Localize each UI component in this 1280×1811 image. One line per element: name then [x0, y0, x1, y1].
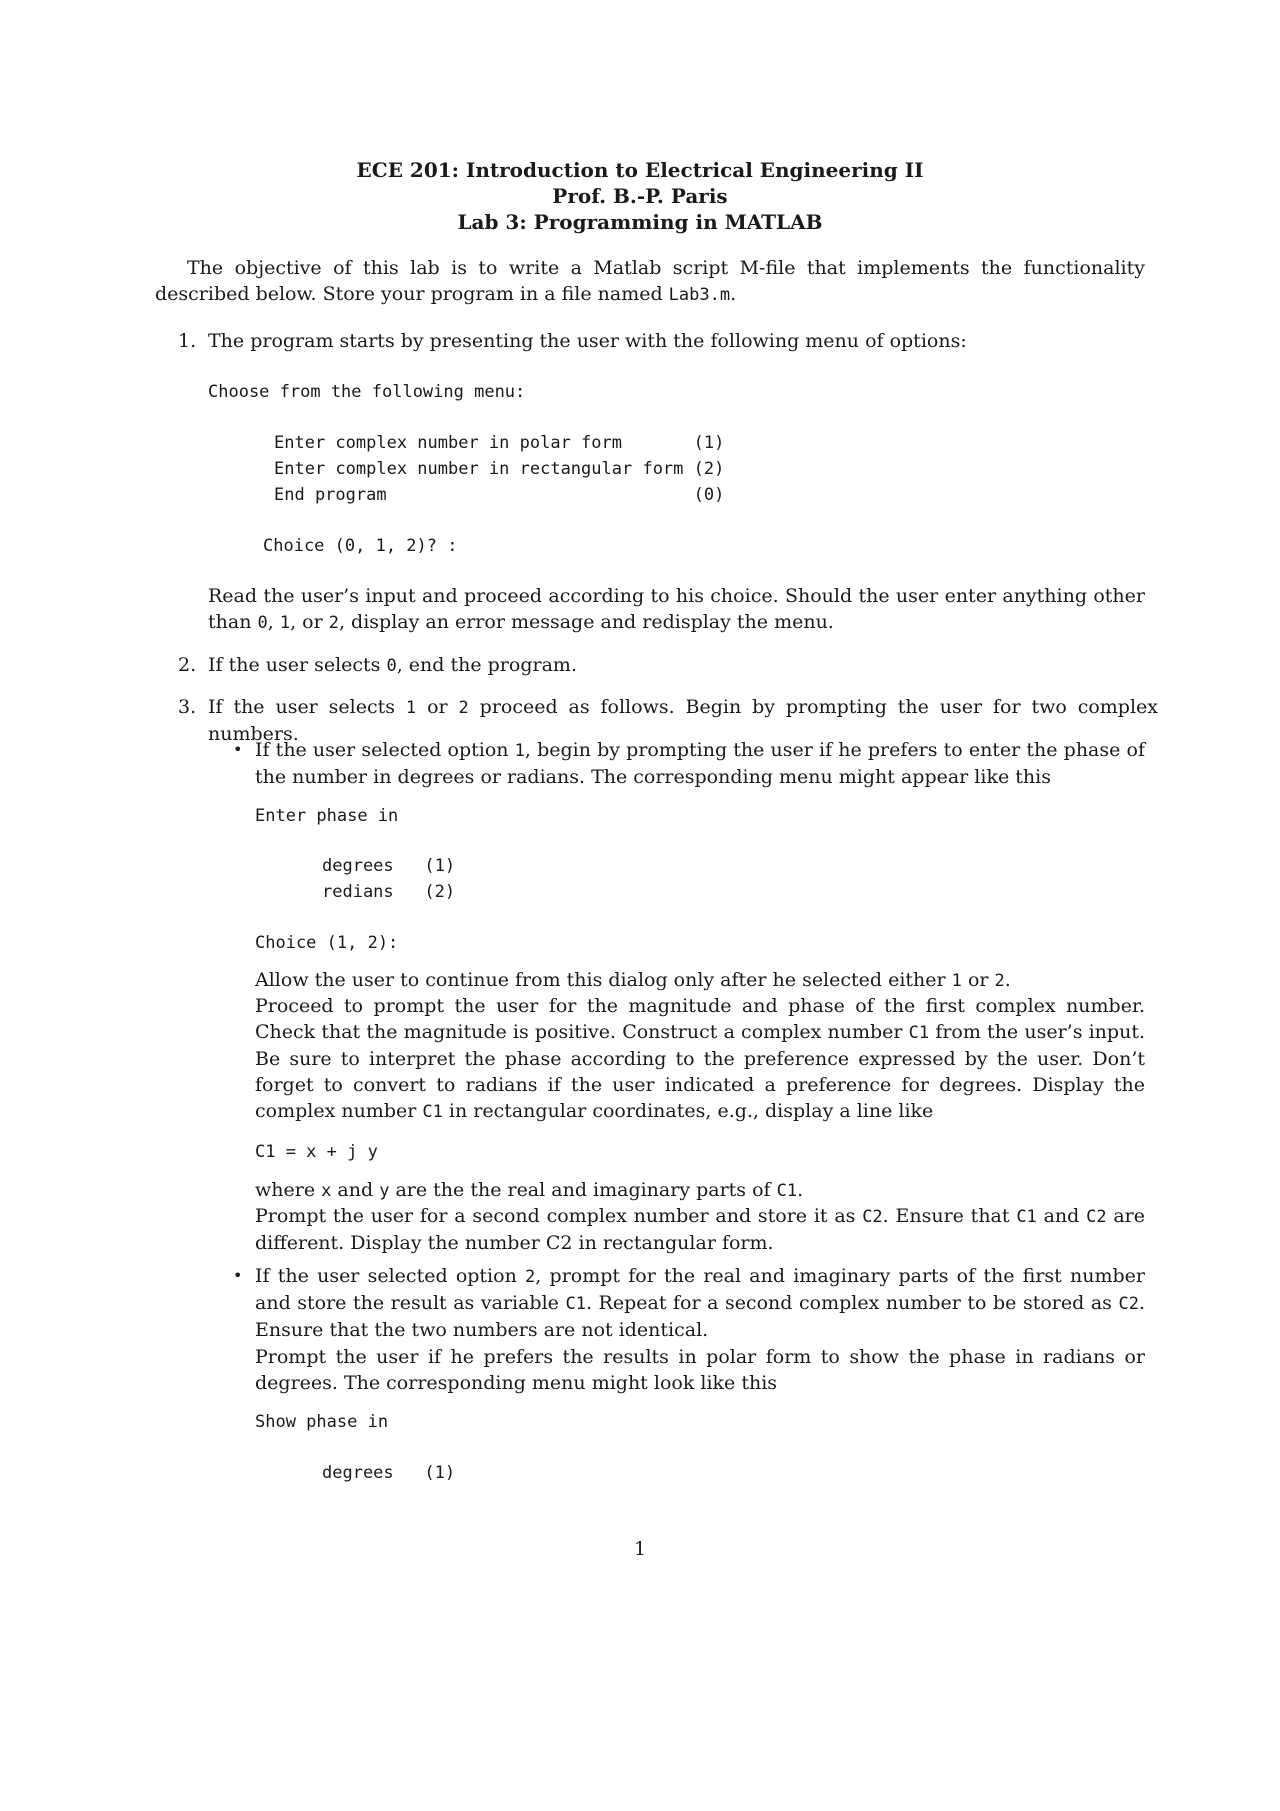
intro-paragraph: The objective of this lab is to write a Matlab script M-file that implements the functionality described below. Store your program in a file named Lab3.m. [155, 257, 1145, 305]
example-line: C1 = x + j y [255, 1142, 378, 1162]
show-phase-menu-heading: Show phase in [255, 1412, 389, 1432]
bullet-2-marker: • [233, 1266, 243, 1285]
item-1-number: 1. [178, 330, 197, 352]
intro-filename: Lab3.m [668, 285, 731, 305]
item-2-number: 2. [178, 654, 197, 676]
professor-name: Prof. B.-P. Paris [552, 184, 728, 208]
phase-menu-option-radians: redians (2) [322, 882, 456, 902]
bullet-1-proceed-paragraph: Proceed to prompt the user for the magnitude and phase of the first complex number. Check that the magnitude is positive. Construct a complex number C1 from the user’s input. Be sure to interpret the phase according to the preference expressed by the user. Don’t forget to convert to radians if the user indicated a preference for degrees. Display the complex number C1 in rectangular coordinates, e.g., display a line like [255, 995, 1145, 1122]
bullet-2-polar-paragraph: Prompt the user if he prefers the results in polar form to show the phase in radians or degrees. The corresponding menu might look like this [255, 1346, 1145, 1394]
lab-title: Lab 3: Programming in MATLAB [457, 210, 823, 234]
main-menu-option-end: End program (0) [274, 485, 725, 505]
bullet-2-text: If the user selected option 2, prompt for the real and imaginary parts of the first number and store the result as variable C1. Repeat for a second complex number to be stored as C2. Ensure that the two numbers are not identical. [255, 1265, 1146, 1341]
main-menu-option-polar: Enter complex number in polar form (1) [274, 433, 725, 453]
item-3-number: 3. [178, 696, 197, 718]
item-3-text: If the user selects 1 or 2 proceed as follows. Begin by prompting the user for two complex numbers. [208, 696, 1158, 745]
course-title: ECE 201: Introduction to Electrical Engineering II [356, 158, 924, 182]
item-2-text: If the user selects 0, end the program. [208, 654, 577, 676]
phase-menu-choice-prompt: Choice (1, 2): [255, 933, 399, 953]
main-menu-option-rect: Enter complex number in rectangular form (2) [274, 459, 725, 479]
bullet-1-second-paragraph: Prompt the user for a second complex number and store it as C2. Ensure that C1 and C2 are different. Display the number C2 in rectangular form. [255, 1205, 1146, 1254]
item-1-text: The program starts by presenting the user with the following menu of options: [208, 330, 967, 352]
main-menu-choice-prompt: Choice (0, 1, 2)? : [263, 536, 458, 556]
item-1-read-paragraph: Read the user’s input and proceed according to his choice. Should the user enter anything other than 0, 1, or 2, display an error message and redisplay the menu. [208, 585, 1145, 633]
phase-menu-heading: Enter phase in [255, 806, 399, 826]
bullet-1-where-text: where x and y are the the real and imaginary parts of C1. [255, 1179, 804, 1201]
bullet-1-allow-text: Allow the user to continue from this dialog only after he selected either 1 or 2. [255, 969, 1011, 991]
page-number: 1 [633, 1538, 647, 1560]
main-menu-heading: Choose from the following menu: [208, 382, 526, 402]
phase-menu-option-degrees: degrees (1) [322, 856, 456, 876]
show-phase-option-degrees: degrees (1) [322, 1463, 456, 1483]
bullet-1-marker: • [233, 740, 243, 759]
bullet-1-text: If the user selected option 1, begin by prompting the user if he prefers to enter the phase of the number in degrees or radians. The corresponding menu might appear like this [255, 739, 1145, 788]
